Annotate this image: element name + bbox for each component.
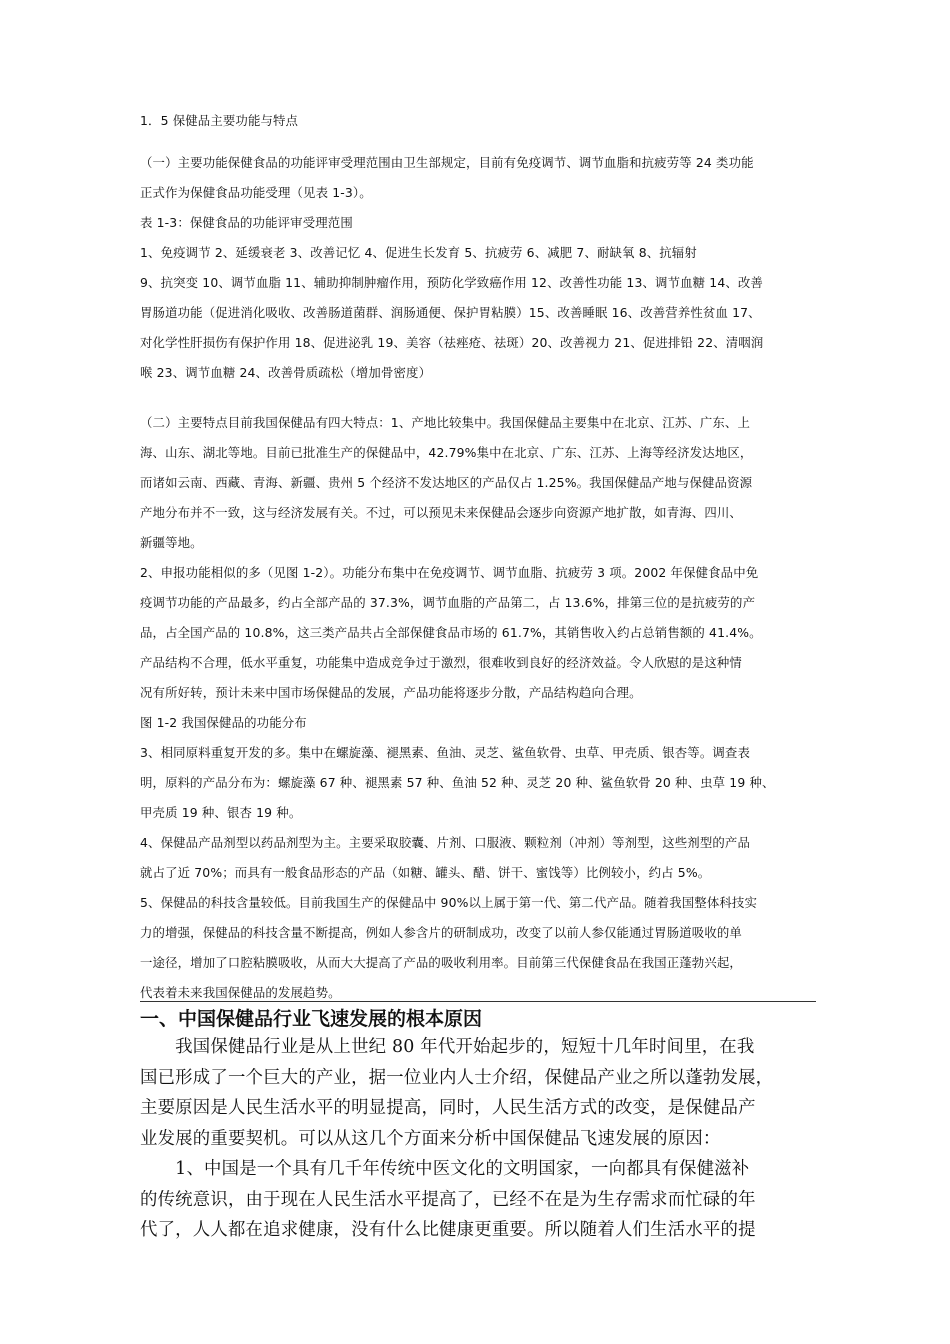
functions-paragraph — [140, 148, 763, 388]
text-line: 1、免疫调节 2、延缓衰老 3、改善记忆 4、促进生长发育 5、抗疲劳 6、减肥 7、耐缺氧 8、抗辐射 — [140, 245, 697, 260]
text-line: 业发展的重要契机。可以从这几个方面来分析中国保健品飞速发展的原因： — [140, 1128, 721, 1149]
chapter-heading: 一、中国保健品行业飞速发展的根本原因 — [140, 1008, 483, 1030]
text-line: 喉 23、调节血糖 24、改善骨质疏松（增加骨密度） — [140, 365, 432, 380]
text-line: 海、山东、湖北等地。目前已批准生产的保健品中，42.79%集中在北京、广东、江苏、上海等经济发达地区， — [140, 445, 753, 460]
text-line: 我国保健品行业是从上世纪 80 年代开始起步的，短短十几年时间里，在我 — [140, 1037, 755, 1057]
text-line: 的传统意识，由于现在人民生活水平提高了，已经不在是为生存需求而忙碌的年 — [140, 1189, 756, 1210]
text-line: 1、中国是一个具有几千年传统中医文化的文明国家，一向都具有保健滋补 — [140, 1159, 750, 1179]
text-line: 产地分布并不一致，这与经济发展有关。不过，可以预见未来保健品会逐步向资源产地扩散，如青海、四川、 — [140, 505, 742, 520]
text-line: 而诸如云南、西藏、青海、新疆、贵州 5 个经济不发达地区的产品仅占 1.25%。我国保健品产地与保健品资源 — [140, 475, 753, 490]
text-line: 对化学性肝损伤有保护作用 18、促进泌乳 19、美容（祛痤疮、祛斑）20、改善视力 21、促进排铅 22、清咽润 — [140, 335, 764, 350]
text-line: 代了，人人都在追求健康，没有什么比健康更重要。所以随着人们生活水平的提 — [140, 1220, 756, 1240]
text-line: （一）主要功能保健食品的功能评审受理范围由卫生部规定，目前有免疫调节、调节血脂和抗疲劳等 24 类功能 — [140, 155, 754, 170]
text-line: 9、抗突变 10、调节血脂 11、辅助抑制肿瘤作用，预防化学致癌作用 12、改善性功能 13、调节血糖 14、改善 — [140, 275, 763, 290]
text-line: 产品结构不合理，低水平重复，功能集中造成竞争过于激烈，很难收到良好的经济效益。令人欣慰的是这种情 — [140, 655, 742, 670]
text-line: 2、申报功能相似的多（见图 1-2）。功能分布集中在免疫调节、调节血脂、抗疲劳 3 项。2002 年保健食品中免 — [140, 565, 759, 580]
text-line: 正式作为保健食品功能受理（见表 1-3）。 — [140, 185, 372, 200]
body-paragraph — [140, 1032, 773, 1246]
text-line: 胃肠道功能（促进消化吸收、改善肠道菌群、润肠通便、保护胃粘膜）15、改善睡眠 16、改善营养性贫血 17、 — [140, 305, 761, 320]
text-line: 疫调节功能的产品最多，约占全部产品的 37.3%，调节血脂的产品第二，占 13.6%，排第三位的是抗疲劳的产 — [140, 595, 756, 610]
text-line: 5、保健品的科技含量较低。目前我国生产的保健品中 90%以上属于第一代、第二代产品。随着我国整体科技实 — [140, 895, 757, 910]
text-line: 主要原因是人民生活水平的明显提高，同时，人民生活方式的改变，是保健品产 — [140, 1098, 756, 1118]
section-title: 1．5 保健品主要功能与特点 — [140, 113, 299, 128]
table-caption: 表 1-3：保健食品的功能评审受理范围 — [140, 215, 353, 230]
text-line: 一途径，增加了口腔粘膜吸收，从而大大提高了产品的吸收利用率。目前第三代保健食品在我国正蓬勃兴起， — [140, 955, 742, 970]
text-line: 况有所好转，预计未来中国市场保健品的发展，产品功能将逐步分散，产品结构趋向合理。 — [140, 685, 642, 700]
text-line: （二）主要特点目前我国保健品有四大特点：1、产地比较集中。我国保健品主要集中在北京、江苏、广东、上 — [140, 415, 750, 430]
text-line: 就占了近 70%；而具有一般食品形态的产品（如糖、罐头、醋、饼干、蜜饯等）比例较小，约占 5%。 — [140, 865, 711, 880]
text-line: 3、相同原料重复开发的多。集中在螺旋藻、褪黑素、鱼油、灵芝、鲨鱼软骨、虫草、甲壳质、银杏等。调查表 — [140, 745, 750, 760]
text-line: 代表着未来我国保健品的发展趋势。 — [140, 985, 341, 1000]
text-line: 国已形成了一个巨大的产业，据一位业内人士介绍，保健品产业之所以蓬勃发展， — [140, 1067, 774, 1088]
divider-line — [140, 1001, 816, 1002]
text-line: 甲壳质 19 种、银杏 19 种。 — [140, 805, 302, 820]
text-line: 新疆等地。 — [140, 535, 203, 550]
figure-caption: 图 1-2 我国保健品的功能分布 — [140, 715, 307, 730]
text-line: 明，原料的产品分布为：螺旋藻 67 种、褪黑素 57 种、鱼油 52 种、灵芝 20 种、鲨鱼软骨 20 种、虫草 19 种、 — [140, 775, 775, 790]
text-line: 4、保健品产品剂型以药品剂型为主。主要采取胶囊、片剂、口服液、颗粒剂（冲剂）等剂型，这些剂型的产品 — [140, 835, 750, 850]
text-line: 品，占全国产品的 10.8%，这三类产品共占全部保健食品市场的 61.7%，其销售收入约占总销售额的 41.4%。 — [140, 625, 762, 640]
features-paragraph — [140, 408, 775, 1008]
text-line: 力的增强，保健品的科技含量不断提高，例如人参含片的研制成功，改变了以前人参仅能通过胃肠道吸收的单 — [140, 925, 742, 940]
